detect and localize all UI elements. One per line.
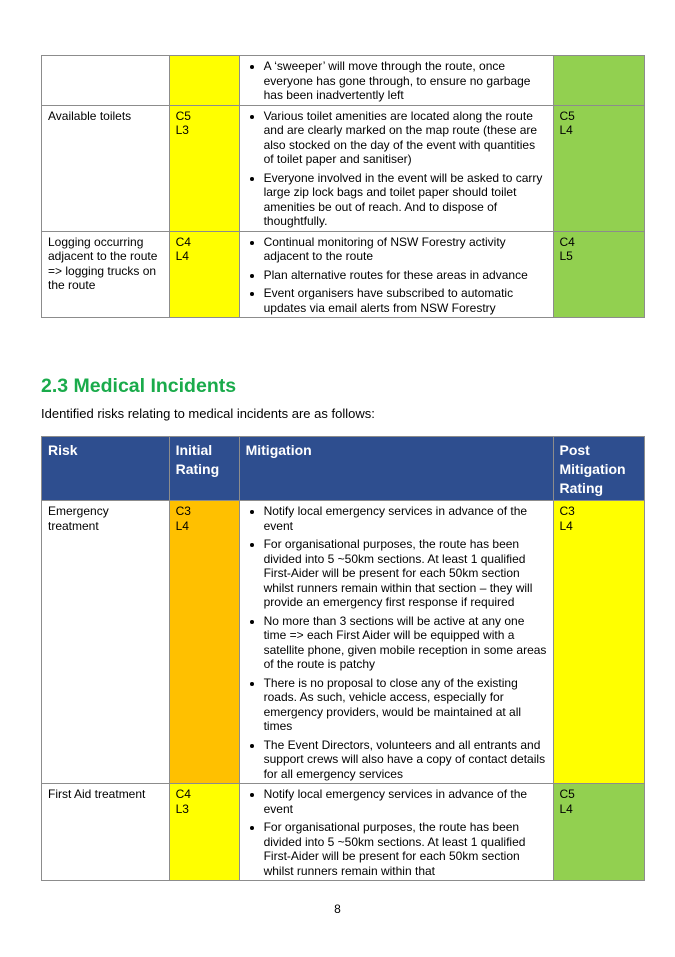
likelihood-rating: L4	[559, 123, 573, 137]
initial-rating-cell	[169, 105, 239, 231]
risk-table-continued	[41, 55, 645, 318]
table-header	[42, 437, 645, 501]
post-rating-cell	[553, 784, 645, 881]
table-row	[42, 784, 645, 881]
risk-cell: First Aid treatment	[42, 784, 170, 881]
post-rating-cell	[553, 56, 645, 106]
consequence-rating: C3	[175, 504, 191, 518]
mitigation-cell	[239, 105, 553, 231]
post-rating-cell	[553, 231, 645, 318]
table-row	[42, 501, 645, 784]
mitigation-list	[246, 109, 547, 229]
mitigation-list	[246, 235, 547, 316]
consequence-rating: C4	[559, 234, 575, 249]
mitigation-item: • Everyone involved in the event will be asked to carry large zip lock bags and toilet paper should toilet amenities be out of reach. And to dispose of thoughtfully.	[264, 171, 547, 229]
mitigation-list	[246, 504, 547, 781]
likelihood-rating: L4	[559, 801, 573, 816]
mitigation-item: • For organisational purposes, the route has been divided into 5 ~50km sections. At least 1 qualified First-Aider will be present for each 50km section whilst runners remain within that	[264, 820, 547, 878]
mitigation-item: • The Event Directors, volunteers and all entrants and support crews will also have a copy of contact details for all emergency services	[264, 738, 547, 782]
consequence-rating: C4	[175, 234, 191, 249]
mitigation-item: • Notify local emergency services in advance of the event	[264, 787, 547, 816]
mitigation-item: • Notify local emergency services in advance of the event	[264, 504, 547, 533]
consequence-rating: C5	[175, 108, 191, 123]
mitigation-item: • Continual monitoring of NSW Forestry activity adjacent to the route	[264, 235, 547, 264]
likelihood-rating: L5	[559, 249, 573, 263]
consequence-rating: C4	[175, 787, 191, 801]
section-intro: Identified risks relating to medical incidents are as follows:	[41, 406, 375, 421]
initial-rating-cell	[169, 501, 239, 784]
mitigation-item: • For organisational purposes, the route has been divided into 5 ~50km sections. At least 1 qualified First-Aider will be present for each 50km section whilst runners remain within that section – they will provide an emergency first response if required	[264, 537, 547, 610]
risk-table-body	[42, 56, 645, 318]
mitigation-item: • There is no proposal to close any of the existing roads. As such, vehicle access, especially for emergency providers, would be maintained at all times	[264, 676, 547, 734]
header-risk: Risk	[42, 437, 170, 501]
mitigation-list	[246, 787, 547, 878]
table-row	[42, 56, 645, 106]
risk-cell	[42, 56, 170, 106]
mitigation-list	[246, 59, 547, 103]
mitigation-cell	[239, 56, 553, 106]
mitigation-item: • Event organisers have subscribed to automatic updates via email alerts from NSW Forestry	[264, 286, 547, 315]
table-row	[42, 231, 645, 318]
likelihood-rating: L4	[175, 249, 189, 263]
mitigation-cell	[239, 501, 553, 784]
mitigation-item: • Various toilet amenities are located along the route and are clearly marked on the map route (these are also stocked on the day of the event with quantities of toilet paper and sanitiser)	[264, 109, 547, 167]
mitigation-cell	[239, 784, 553, 881]
consequence-rating: C5	[559, 787, 575, 801]
medical-risk-table	[41, 436, 645, 881]
mitigation-item: • No more than 3 sections will be active at any one time => each First Aider will be equipped with a satellite phone, given mobile reception in some areas of the route is patchy	[264, 614, 547, 672]
likelihood-rating: L4	[175, 518, 189, 533]
header-row	[42, 437, 645, 501]
initial-rating-cell	[169, 231, 239, 318]
initial-rating-cell	[169, 784, 239, 881]
consequence-rating: C3	[559, 504, 575, 518]
mitigation-cell	[239, 231, 553, 318]
risk-cell: Available toilets	[42, 105, 170, 231]
likelihood-rating: L3	[175, 123, 189, 137]
likelihood-rating: L3	[175, 801, 189, 816]
page-number: 8	[334, 902, 341, 916]
consequence-rating: C5	[559, 108, 575, 123]
mitigation-item: • A ‘sweeper’ will move through the route, once everyone has gone through, to ensure no garbage has been inadvertently left	[264, 59, 547, 103]
section-heading: 2.3 Medical Incidents	[41, 375, 237, 397]
mitigation-item: • Plan alternative routes for these areas in advance	[264, 268, 547, 283]
risk-cell: Logging occurring adjacent to the route => logging trucks on the route	[42, 231, 170, 318]
header-post-mitigation-rating: Post Mitigation Rating	[553, 437, 645, 501]
post-rating-cell	[553, 501, 645, 784]
risk-cell: Emergency treatment	[42, 501, 170, 784]
table-row	[42, 105, 645, 231]
likelihood-rating: L4	[559, 518, 573, 533]
initial-rating-cell	[169, 56, 239, 106]
post-rating-cell	[553, 105, 645, 231]
medical-table-body	[42, 501, 645, 881]
header-initial-rating: Initial Rating	[169, 437, 239, 501]
header-mitigation: Mitigation	[239, 437, 553, 501]
